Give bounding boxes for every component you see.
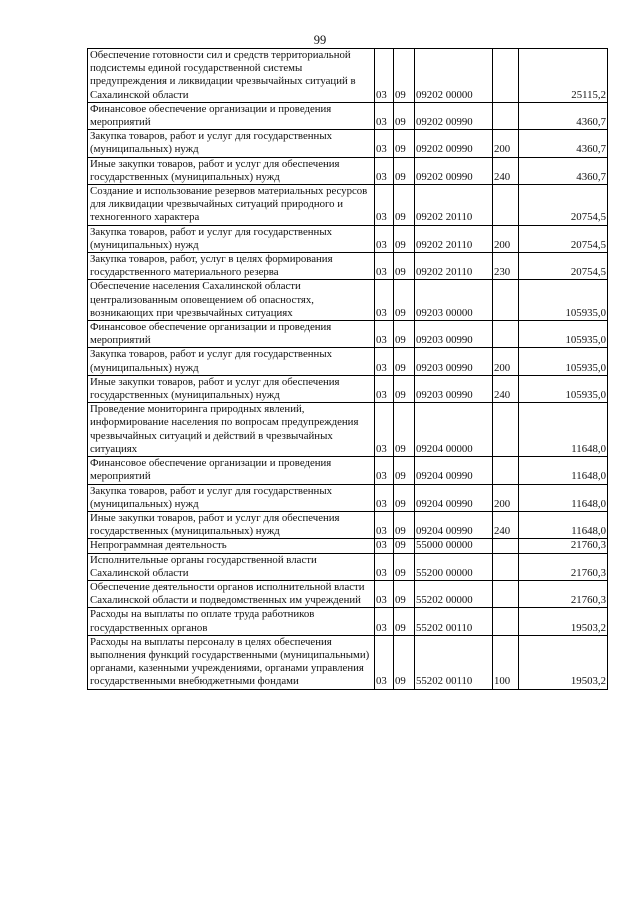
row-section-code: 03 — [375, 185, 394, 226]
row-target-article-code: 09202 20110 — [415, 185, 493, 226]
row-target-article-code: 09202 00990 — [415, 130, 493, 157]
row-amount: 19503,2 — [519, 635, 608, 689]
row-name-cell: Расходы на выплаты персоналу в целях обеспечения выполнения функций государственными (муниципальными) органами, казенными учреждениями, органами управления государственными внебюджетными фондами — [88, 635, 375, 689]
row-section-code: 03 — [375, 253, 394, 280]
row-subsection-code: 09 — [394, 253, 415, 280]
row-expense-type-code: 100 — [493, 635, 519, 689]
row-section-code: 03 — [375, 49, 394, 103]
row-amount: 20754,5 — [519, 225, 608, 252]
budget-table — [87, 48, 608, 690]
row-amount: 11648,0 — [519, 457, 608, 484]
table-row — [88, 253, 608, 280]
row-section-code: 03 — [375, 130, 394, 157]
row-amount: 105935,0 — [519, 321, 608, 348]
table-row — [88, 157, 608, 184]
row-amount: 20754,5 — [519, 253, 608, 280]
row-subsection-code: 09 — [394, 403, 415, 457]
table-row — [88, 280, 608, 321]
table-row — [88, 539, 608, 553]
table-row — [88, 635, 608, 689]
row-expense-type-code — [493, 608, 519, 635]
row-target-article-code: 09203 00000 — [415, 280, 493, 321]
row-subsection-code: 09 — [394, 484, 415, 511]
row-section-code: 03 — [375, 403, 394, 457]
row-expense-type-code: 200 — [493, 225, 519, 252]
row-amount: 4360,7 — [519, 130, 608, 157]
row-expense-type-code: 200 — [493, 348, 519, 375]
table-row — [88, 130, 608, 157]
row-subsection-code: 09 — [394, 608, 415, 635]
row-section-code: 03 — [375, 511, 394, 538]
row-name-cell: Обеспечение населения Сахалинской области централизованным оповещением об опасностях, возникающих при чрезвычайных ситуациях — [88, 280, 375, 321]
table-row — [88, 49, 608, 103]
row-subsection-code: 09 — [394, 511, 415, 538]
row-name-cell: Закупка товаров, работ и услуг для государственных (муниципальных) нужд — [88, 130, 375, 157]
table-row — [88, 348, 608, 375]
table-row — [88, 403, 608, 457]
row-subsection-code: 09 — [394, 580, 415, 607]
row-section-code: 03 — [375, 348, 394, 375]
row-name-cell: Закупка товаров, работ, услуг в целях формирования государственного материального резерва — [88, 253, 375, 280]
row-amount: 20754,5 — [519, 185, 608, 226]
row-target-article-code: 09202 00000 — [415, 49, 493, 103]
row-name-cell: Иные закупки товаров, работ и услуг для обеспечения государственных (муниципальных) нужд — [88, 511, 375, 538]
row-expense-type-code — [493, 280, 519, 321]
row-section-code: 03 — [375, 539, 394, 553]
row-amount: 21760,3 — [519, 539, 608, 553]
row-expense-type-code: 240 — [493, 375, 519, 402]
table-row — [88, 511, 608, 538]
row-subsection-code: 09 — [394, 280, 415, 321]
row-name-cell: Финансовое обеспечение организации и проведения мероприятий — [88, 457, 375, 484]
row-expense-type-code — [493, 580, 519, 607]
row-name-cell: Финансовое обеспечение организации и проведения мероприятий — [88, 102, 375, 129]
row-section-code: 03 — [375, 102, 394, 129]
row-name-cell: Обеспечение готовности сил и средств территориальной подсистемы единой государственной системы предупреждения и ликвидации чрезвычайных ситуаций в Сахалинской области — [88, 49, 375, 103]
table-row — [88, 185, 608, 226]
row-subsection-code: 09 — [394, 225, 415, 252]
row-section-code: 03 — [375, 280, 394, 321]
row-target-article-code: 55202 00110 — [415, 608, 493, 635]
row-amount: 4360,7 — [519, 157, 608, 184]
row-name-cell: Создание и использование резервов материальных ресурсов для ликвидации чрезвычайных ситуаций природного и техногенного характера — [88, 185, 375, 226]
row-target-article-code: 09202 00990 — [415, 157, 493, 184]
row-amount: 11648,0 — [519, 511, 608, 538]
row-amount: 11648,0 — [519, 403, 608, 457]
table-row — [88, 553, 608, 580]
row-subsection-code: 09 — [394, 130, 415, 157]
row-target-article-code: 09204 00990 — [415, 457, 493, 484]
table-row — [88, 225, 608, 252]
row-expense-type-code — [493, 49, 519, 103]
row-amount: 105935,0 — [519, 348, 608, 375]
row-name-cell: Закупка товаров, работ и услуг для государственных (муниципальных) нужд — [88, 225, 375, 252]
row-section-code: 03 — [375, 457, 394, 484]
row-expense-type-code — [493, 553, 519, 580]
row-amount: 21760,3 — [519, 580, 608, 607]
row-section-code: 03 — [375, 157, 394, 184]
row-target-article-code: 55202 00000 — [415, 580, 493, 607]
row-section-code: 03 — [375, 580, 394, 607]
row-expense-type-code: 230 — [493, 253, 519, 280]
table-row — [88, 375, 608, 402]
row-target-article-code: 09203 00990 — [415, 348, 493, 375]
row-target-article-code: 09202 20110 — [415, 225, 493, 252]
row-subsection-code: 09 — [394, 457, 415, 484]
row-subsection-code: 09 — [394, 49, 415, 103]
row-expense-type-code — [493, 321, 519, 348]
row-amount: 19503,2 — [519, 608, 608, 635]
row-name-cell: Иные закупки товаров, работ и услуг для обеспечения государственных (муниципальных) нужд — [88, 157, 375, 184]
row-subsection-code: 09 — [394, 348, 415, 375]
row-subsection-code: 09 — [394, 635, 415, 689]
row-amount: 21760,3 — [519, 553, 608, 580]
row-name-cell: Расходы на выплаты по оплате труда работников государственных органов — [88, 608, 375, 635]
row-name-cell: Финансовое обеспечение организации и проведения мероприятий — [88, 321, 375, 348]
row-expense-type-code: 240 — [493, 157, 519, 184]
row-subsection-code: 09 — [394, 157, 415, 184]
row-section-code: 03 — [375, 553, 394, 580]
row-amount: 11648,0 — [519, 484, 608, 511]
row-expense-type-code — [493, 539, 519, 553]
row-amount: 105935,0 — [519, 375, 608, 402]
row-name-cell: Иные закупки товаров, работ и услуг для обеспечения государственных (муниципальных) нужд — [88, 375, 375, 402]
table-row — [88, 484, 608, 511]
row-subsection-code: 09 — [394, 102, 415, 129]
row-subsection-code: 09 — [394, 539, 415, 553]
row-name-cell: Закупка товаров, работ и услуг для государственных (муниципальных) нужд — [88, 484, 375, 511]
row-target-article-code: 09204 00990 — [415, 511, 493, 538]
row-name-cell: Исполнительные органы государственной власти Сахалинской области — [88, 553, 375, 580]
row-expense-type-code — [493, 185, 519, 226]
row-section-code: 03 — [375, 375, 394, 402]
row-target-article-code: 55200 00000 — [415, 553, 493, 580]
row-section-code: 03 — [375, 635, 394, 689]
table-row — [88, 580, 608, 607]
row-expense-type-code: 240 — [493, 511, 519, 538]
row-target-article-code: 55000 00000 — [415, 539, 493, 553]
row-expense-type-code — [493, 457, 519, 484]
table-row — [88, 321, 608, 348]
row-name-cell: Закупка товаров, работ и услуг для государственных (муниципальных) нужд — [88, 348, 375, 375]
row-expense-type-code — [493, 102, 519, 129]
row-name-cell: Непрограммная деятельность — [88, 539, 375, 553]
table-row — [88, 457, 608, 484]
row-target-article-code: 09203 00990 — [415, 321, 493, 348]
row-name-cell: Проведение мониторинга природных явлений, информирование населения по вопросам предупреждения чрезвычайных ситуаций и действий в чрезвычайных ситуациях — [88, 403, 375, 457]
table-row — [88, 608, 608, 635]
row-subsection-code: 09 — [394, 185, 415, 226]
table-row — [88, 102, 608, 129]
page-number: 99 — [313, 33, 327, 47]
table-body — [88, 49, 608, 690]
row-target-article-code: 55202 00110 — [415, 635, 493, 689]
row-section-code: 03 — [375, 484, 394, 511]
row-amount: 105935,0 — [519, 280, 608, 321]
row-subsection-code: 09 — [394, 321, 415, 348]
row-expense-type-code — [493, 403, 519, 457]
row-subsection-code: 09 — [394, 553, 415, 580]
row-target-article-code: 09204 00990 — [415, 484, 493, 511]
row-name-cell: Обеспечение деятельности органов исполнительной власти Сахалинской области и подведомственных им учреждений — [88, 580, 375, 607]
row-target-article-code: 09202 00990 — [415, 102, 493, 129]
row-expense-type-code: 200 — [493, 130, 519, 157]
row-target-article-code: 09204 00000 — [415, 403, 493, 457]
row-expense-type-code: 200 — [493, 484, 519, 511]
row-section-code: 03 — [375, 225, 394, 252]
row-amount: 25115,2 — [519, 49, 608, 103]
row-amount: 4360,7 — [519, 102, 608, 129]
row-target-article-code: 09202 20110 — [415, 253, 493, 280]
row-section-code: 03 — [375, 608, 394, 635]
row-subsection-code: 09 — [394, 375, 415, 402]
row-target-article-code: 09203 00990 — [415, 375, 493, 402]
row-section-code: 03 — [375, 321, 394, 348]
